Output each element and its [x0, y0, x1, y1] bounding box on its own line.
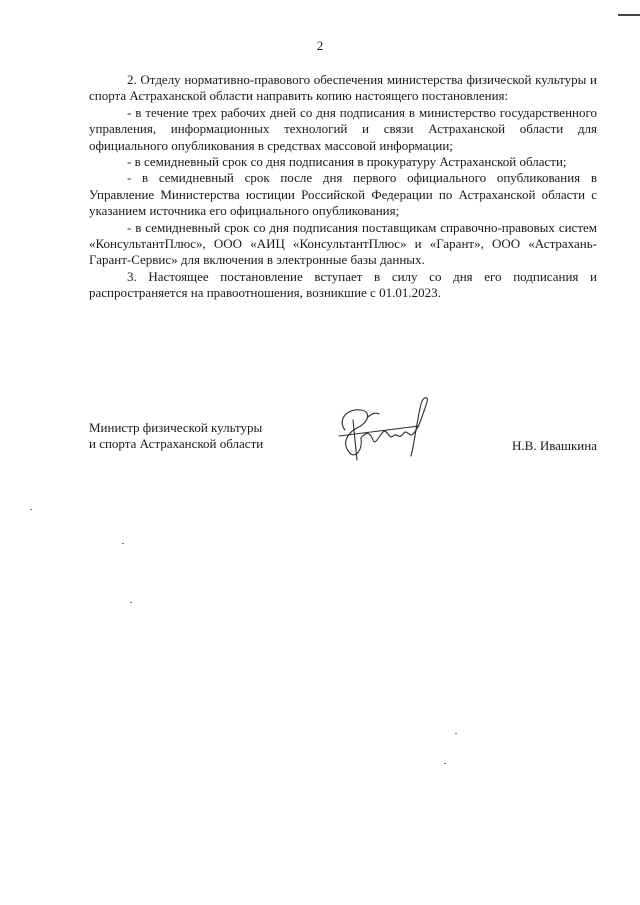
signer-name: Н.В. Ивашкина	[512, 438, 597, 453]
scan-speck	[455, 733, 457, 734]
scan-speck	[30, 509, 32, 510]
list-item: - в семидневный срок со дня подписания поставщикам справочно-правовых систем «КонсультантПлюс», ООО «АИЦ «КонсультантПлюс» и «Гарант», ООО «Астрахань-Гарант-Сервис» для включения в электронные базы данных.	[89, 219, 597, 268]
scan-mark	[618, 14, 640, 16]
list-item: - в семидневный срок со дня подписания в прокуратуру Астраханской области;	[127, 154, 567, 170]
signer-title-line-1: Министр физической культуры	[89, 420, 263, 435]
signature-block	[89, 420, 597, 500]
scan-speck	[444, 763, 446, 764]
list-item: - в семидневный срок после дня первого официального опубликования в Управление Министерства юстиции Российской Федерации по Астраханской области с указанием источника его официального опубликования;	[89, 170, 597, 219]
list-item: - в течение трех рабочих дней со дня подписания в министерство государственного управления, информационных технологий и связи Астраханской области для официального опубликования в средствах массовой информации;	[89, 104, 597, 153]
scan-speck	[130, 602, 132, 603]
signer-title	[89, 420, 263, 453]
handwritten-signature	[327, 390, 437, 470]
document-body	[89, 72, 597, 302]
paragraph-2: 2. Отделу нормативно-правового обеспечения министерства физической культуры и спорта Астраханской области направить копию настоящего постановления:	[89, 72, 597, 104]
page-number: 2	[316, 38, 324, 53]
scan-speck	[122, 543, 124, 544]
paragraph-3: 3. Настоящее постановление вступает в силу со дня его подписания и распространяется на правоотношения, возникшие с 01.01.2023.	[89, 268, 597, 301]
signer-title-line-2: и спорта Астраханской области	[89, 436, 264, 452]
